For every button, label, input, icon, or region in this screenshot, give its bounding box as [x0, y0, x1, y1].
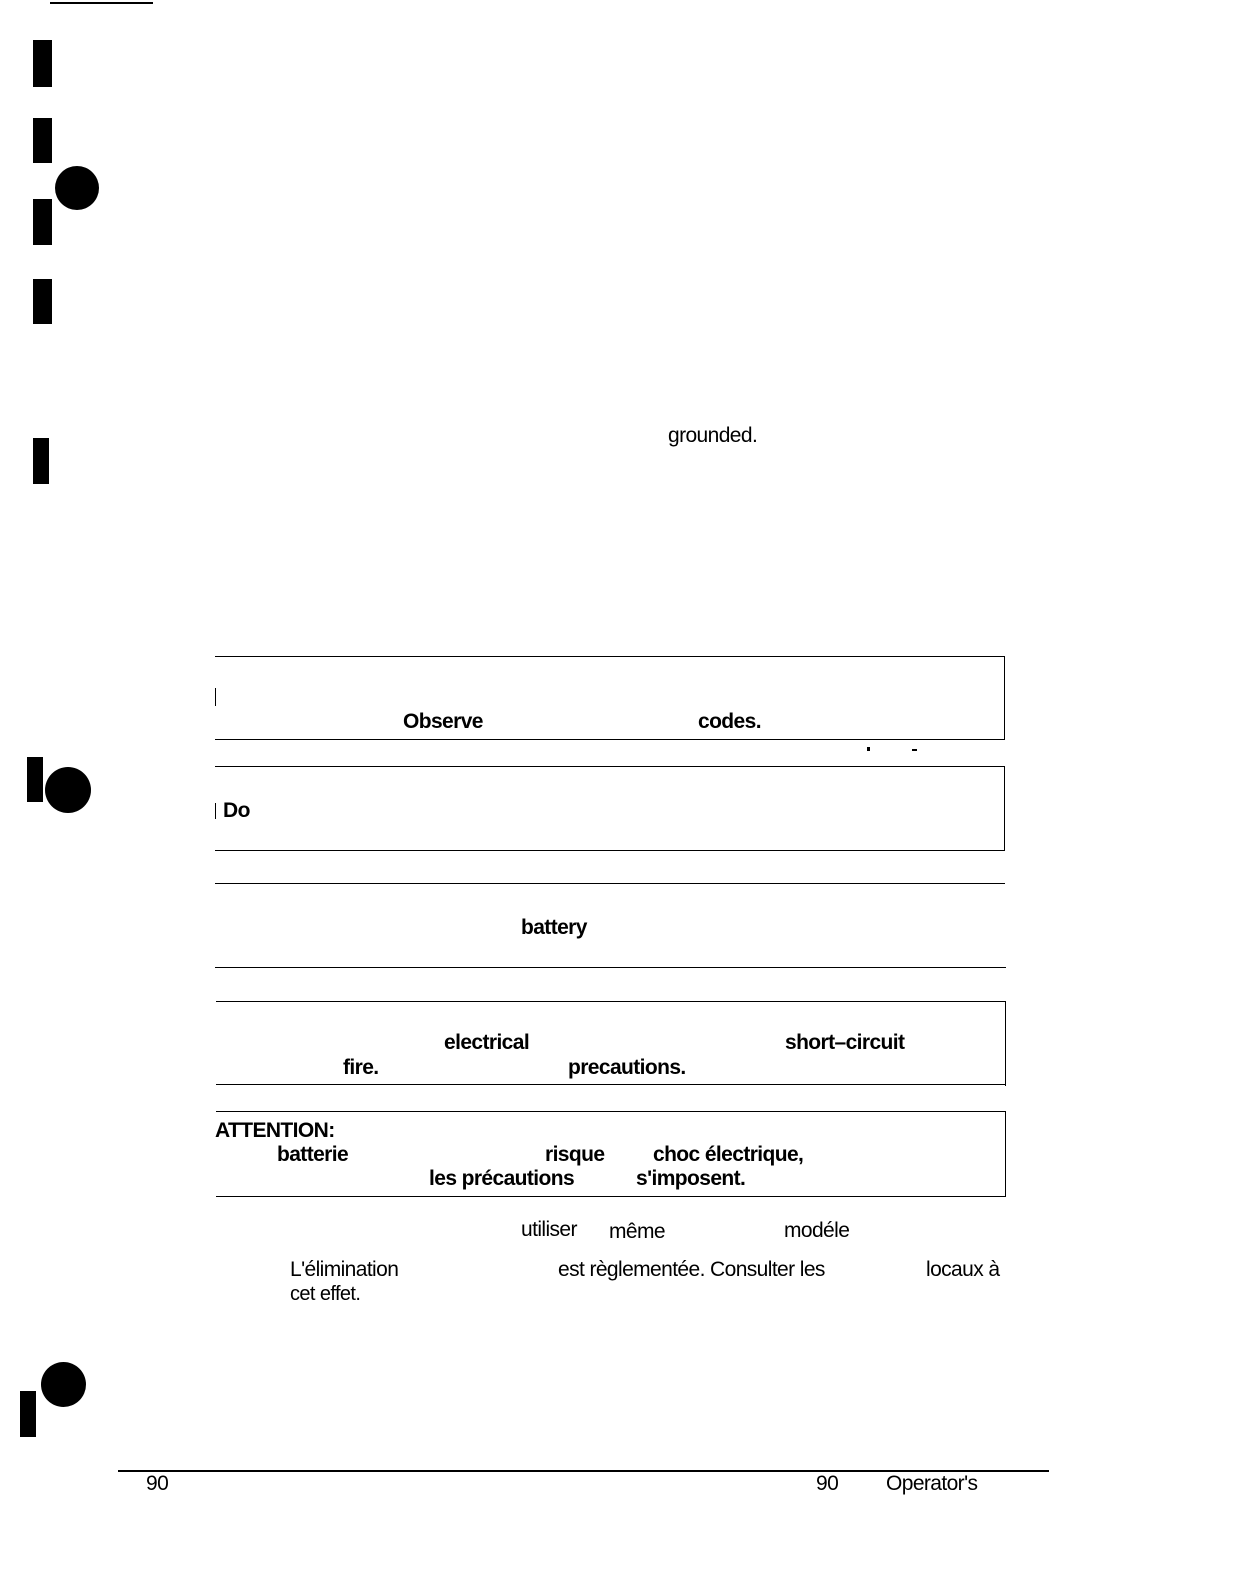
binder-hole-icon [45, 767, 91, 813]
text-grounded: grounded. [668, 424, 758, 447]
binder-mark [33, 118, 52, 163]
binder-hole-icon [41, 1362, 86, 1407]
binder-mark [27, 757, 43, 802]
box2-right-rule [1004, 766, 1005, 851]
box4-precautions: precautions. [568, 1056, 686, 1079]
box4-electrical: electrical [444, 1031, 530, 1054]
box5-les-precautions: les précautions [429, 1167, 575, 1190]
binder-mark [33, 438, 49, 484]
fr-utiliser: utiliser [521, 1218, 577, 1241]
box3-top-rule [215, 883, 1005, 884]
box4-top-rule [216, 1001, 1006, 1002]
box5-bottom-rule [216, 1196, 1006, 1197]
footer-page-right: 90 [816, 1472, 839, 1495]
footer-page-left: 90 [146, 1472, 169, 1495]
box2-tick [215, 803, 216, 819]
fr-meme: même [609, 1220, 665, 1243]
fr-locaux: locaux à [926, 1258, 1000, 1281]
box5-risque: risque [545, 1143, 605, 1166]
box1-tick [215, 688, 216, 706]
speck [867, 747, 870, 751]
box3-battery: battery [521, 916, 587, 939]
binder-mark [33, 279, 52, 324]
box1-observe: Observe [403, 710, 483, 733]
box4-short-circuit: short–circuit [785, 1031, 905, 1054]
binder-hole-icon [55, 166, 99, 210]
box1-top-rule [215, 656, 1005, 657]
box5-right-rule [1005, 1111, 1006, 1197]
box5-choc: choc électrique, [653, 1143, 804, 1166]
box4-right-rule [1005, 1001, 1006, 1086]
box5-attention: ATTENTION: [215, 1119, 335, 1142]
fr-modele: modéle [784, 1219, 850, 1242]
speck [912, 749, 917, 751]
top-rule [50, 2, 153, 4]
box1-bottom-rule [215, 739, 1005, 740]
box5-top-rule [216, 1111, 1006, 1112]
box2-do: Do [223, 799, 250, 822]
box4-fire: fire. [343, 1056, 379, 1079]
box3-bottom-rule [215, 967, 1006, 968]
box5-batterie: batterie [277, 1143, 349, 1166]
box5-simposent: s'imposent. [636, 1167, 746, 1190]
box1-right-rule [1004, 656, 1005, 740]
binder-mark [33, 40, 52, 87]
box1-codes: codes. [698, 710, 761, 733]
binder-mark [20, 1391, 36, 1437]
fr-elimination: L'élimination [290, 1258, 399, 1281]
footer-clip [140, 1472, 1080, 1496]
box2-top-rule [215, 766, 1005, 767]
fr-reglementee: est règlementée. Consulter les [558, 1258, 825, 1281]
box2-bottom-rule [215, 850, 1005, 851]
box4-bottom-rule [216, 1084, 1006, 1085]
binder-mark [33, 199, 52, 245]
footer-manual-title: Operator's [886, 1472, 978, 1495]
fr-effet: cet effet. [290, 1283, 361, 1305]
